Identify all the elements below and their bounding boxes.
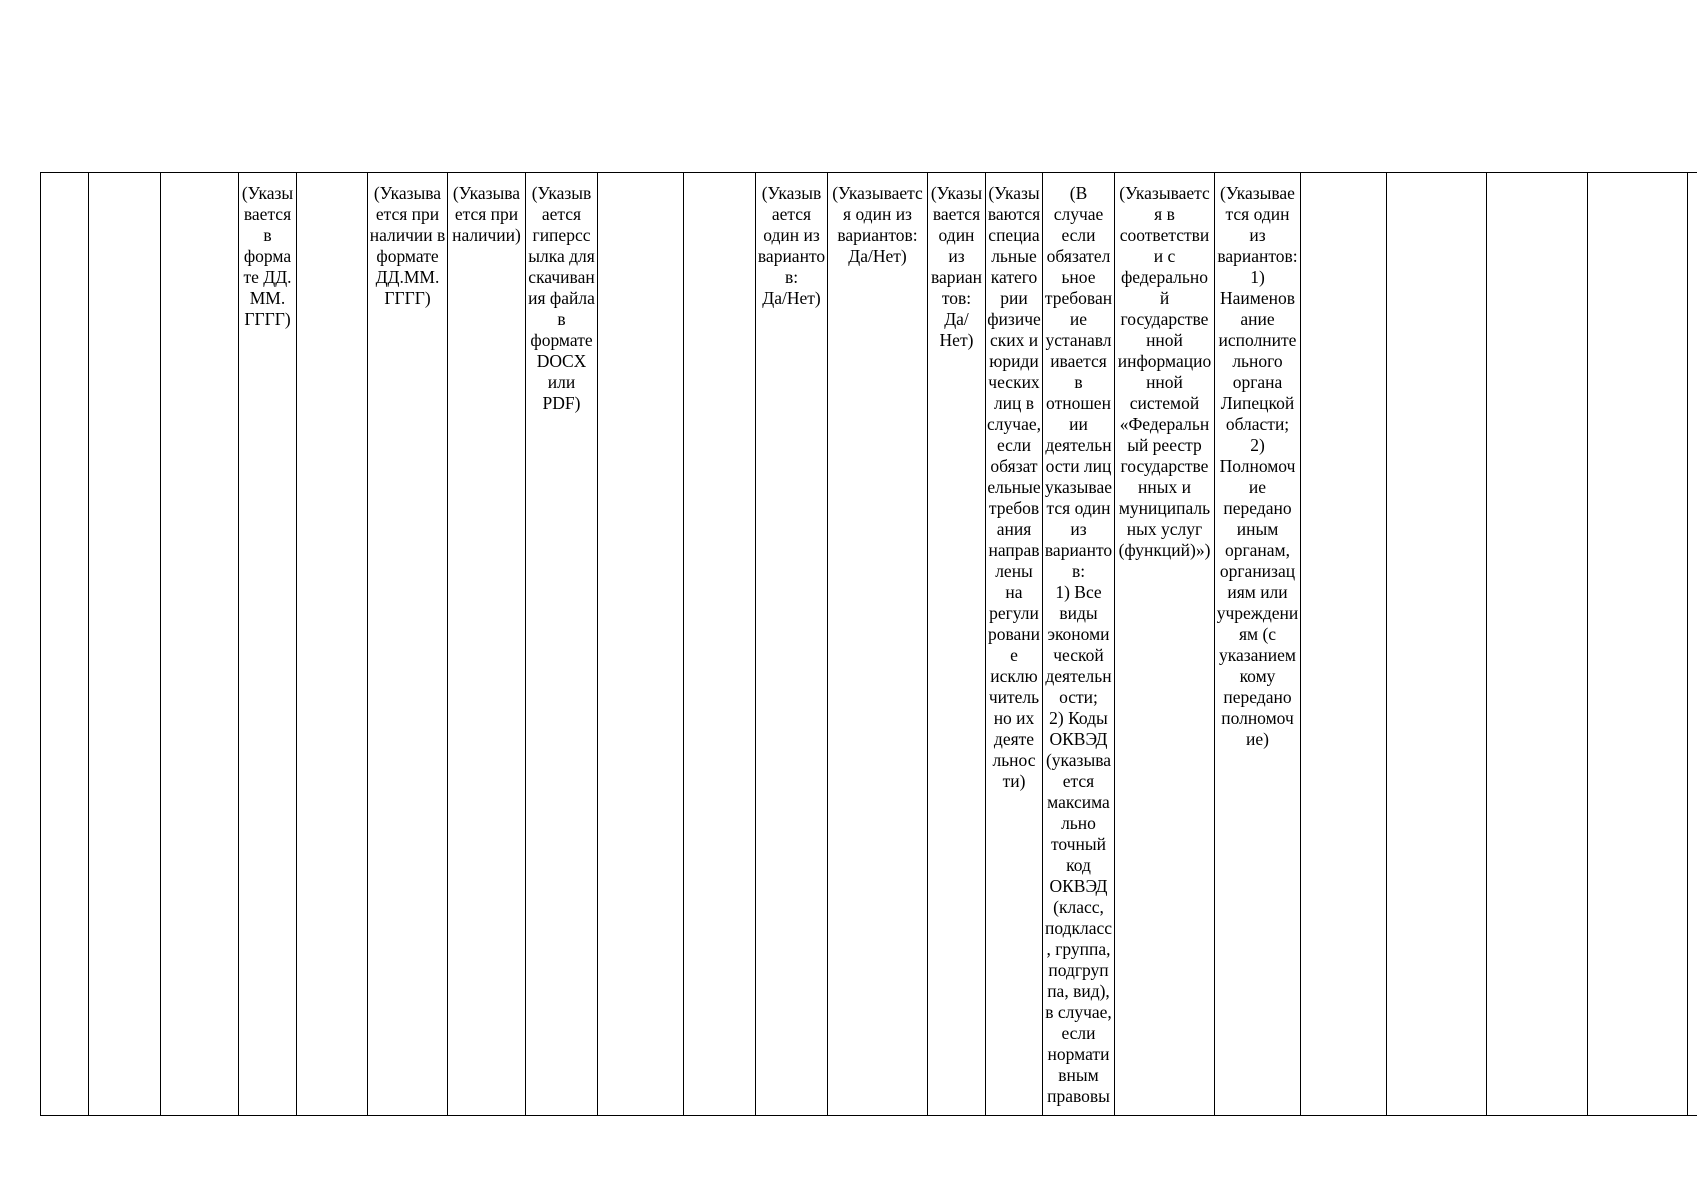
table-cell-8: (Указыв ается гиперсс ылка для скачиван ия файла в формате DOCX или PDF) [526, 173, 598, 1116]
table-cell-19 [1387, 173, 1487, 1116]
table-cell-18 [1301, 173, 1387, 1116]
table-cell-9 [598, 173, 684, 1116]
table-cell-15: (В случае если обязател ьное требован ие устанавл ивается в отношен ии деятельн ости лиц указывае тся один из варианто в: 1) Все виды экономи ческой деятельн ости; 2) Коды ОКВЭД (указыва ется максима льно точный код ОКВЭД (класс, подкласс , группа, подгруп па, вид), в случае, если нормати вным правовы [1043, 173, 1115, 1116]
table-cell-12: (Указываетс я один из вариантов: Да/Нет) [828, 173, 928, 1116]
table-cell-14: (Указы ваются специа льные катего рии физиче ских и юриди ческих лиц в случае, если обязат ельные требов ания направ лены на регули ровани е исклю читель но их деяте льнос ти) [986, 173, 1043, 1116]
table-cell-16: (Указываетс я в соответстви и с федерально й государстве нной информацио нной системой «Федеральн ый реестр государстве нных и муниципаль ных услуг (функций)») [1115, 173, 1215, 1116]
table-cell-4: (Указы вается в форма те ДД. ММ. ГГГГ) [239, 173, 297, 1116]
document-table [40, 172, 1697, 1116]
table-cell-1 [41, 173, 89, 1116]
table-cell-7: (Указыва ется при наличии) [448, 173, 526, 1116]
table-row [41, 173, 1697, 1116]
table-cell-10 [684, 173, 756, 1116]
table-cell-13: (Указы вается один из вариан тов: Да/ Нет) [928, 173, 986, 1116]
table-cell-11: (Указыв ается один из варианто в: Да/Нет) [756, 173, 828, 1116]
table-cell-22 [1688, 173, 1697, 1116]
table-cell-20 [1487, 173, 1588, 1116]
table-cell-2 [89, 173, 161, 1116]
table-cell-5 [297, 173, 368, 1116]
table-cell-21 [1588, 173, 1688, 1116]
table-cell-6: (Указыва ется при наличии в формате ДД.ММ. ГГГГ) [368, 173, 448, 1116]
table-cell-17: (Указывае тся один из вариантов: 1) Наименов ание исполните льного органа Липецкой области; 2) Полномоч ие передано иным органам, организац иям или учреждени ям (с указанием кому передано полномоч ие) [1215, 173, 1301, 1116]
table-cell-3 [161, 173, 239, 1116]
